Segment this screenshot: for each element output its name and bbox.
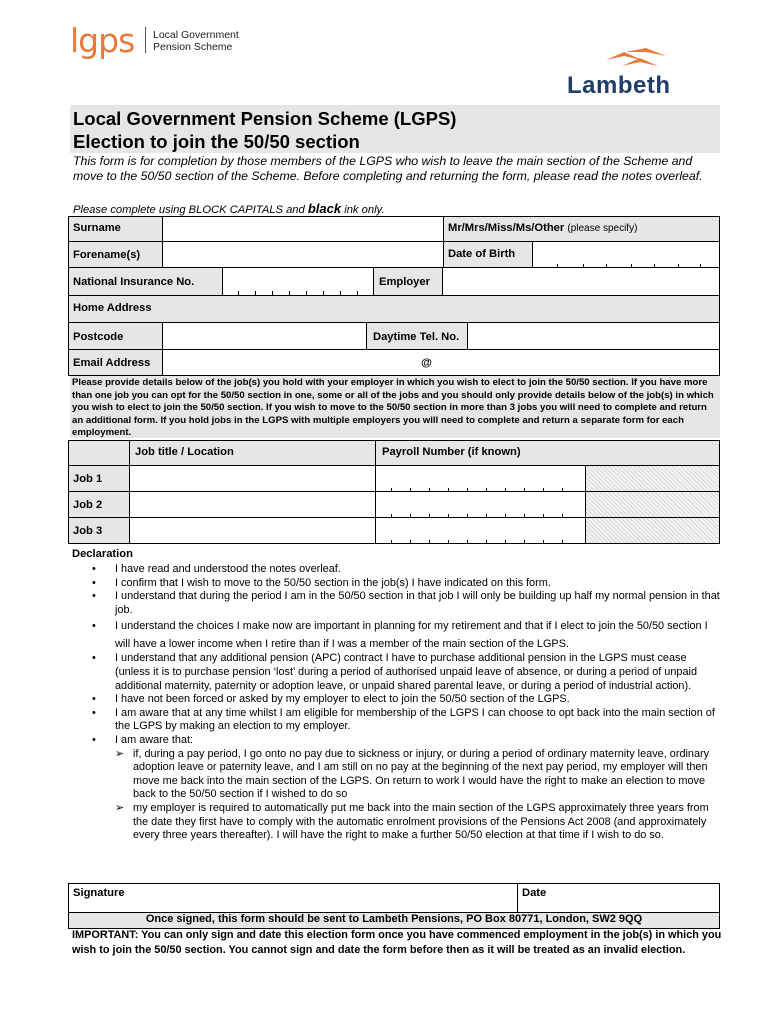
payroll-divider	[467, 540, 468, 544]
tel-label: Daytime Tel. No.	[373, 331, 460, 343]
dob-field[interactable]	[532, 241, 720, 268]
arrow-bullet-icon: ➢	[115, 801, 125, 814]
forenames-field[interactable]	[162, 241, 444, 268]
declaration-item	[92, 577, 722, 591]
bullet-icon: •	[92, 590, 96, 603]
surname-label: Surname	[73, 222, 121, 234]
job-1-payroll-field[interactable]	[375, 465, 586, 492]
email-field[interactable]	[162, 349, 720, 376]
bullet-icon: •	[92, 706, 96, 719]
declaration-text: I understand that during the period I am in the 50/50 section in that job I will only be building up half my normal pension in that job.	[115, 590, 720, 616]
title-hint: (please specify)	[567, 223, 638, 234]
declaration-text: I understand the choices I make now are important in planning for my retirement and that if I elect to join the 50/50 section I will have a lower income when I retire than if I was a member of the main section of the LGPS.	[115, 620, 708, 651]
declaration-sublist	[115, 748, 722, 843]
declaration-item	[92, 707, 722, 734]
lgps-subtitle-line1: Local Government	[153, 29, 239, 41]
declaration-text: I have not been forced or asked by my employer to elect to join the 50/50 section of the LGPS.	[115, 693, 570, 706]
send-to-address: Once signed, this form should be sent to Lambeth Pensions, PO Box 80771, London, SW2 9QQ	[145, 913, 643, 925]
payroll-divider	[562, 540, 563, 544]
declaration-text: I am aware that:	[115, 733, 194, 746]
bullet-icon: •	[92, 620, 96, 633]
job-1-label: Job 1	[73, 473, 103, 485]
job-3-hatched-cell	[585, 517, 720, 544]
declaration-subtext: if, during a pay period, I go onto no pay due to sickness or injury, or during a period of ordinary maternity leave, ordinary adoption leave or paternity leave, and I am still on no pay at the beginning of the next pay period, my employer will then move me back into the main section of the LGPS. On return to work I would have the right to make an election to move back to the 50/50 section if I wished to do so	[133, 747, 710, 801]
date-label: Date	[522, 887, 547, 899]
declaration-subitem	[115, 802, 722, 843]
payroll-divider	[448, 540, 449, 544]
declaration-text: I have read and understood the notes overleaf.	[115, 563, 341, 575]
bullet-icon: •	[92, 576, 96, 589]
job-title-header: Job title / Location	[135, 446, 234, 458]
payroll-divider	[505, 540, 506, 544]
forenames-label: Forename(s)	[73, 249, 141, 261]
lgps-logo-subtitle	[153, 29, 239, 53]
postcode-field[interactable]	[162, 322, 367, 350]
email-label: Email Address	[73, 357, 151, 369]
payroll-divider	[543, 540, 544, 544]
payroll-header: Payroll Number (if known)	[382, 446, 521, 458]
declaration-item	[92, 693, 722, 707]
job-1-title-field[interactable]	[129, 465, 376, 492]
title-line-1: Local Government Pension Scheme (LGPS)	[73, 108, 457, 129]
arrow-bullet-icon: ➢	[115, 747, 125, 760]
declaration-item	[92, 734, 722, 843]
job-1-hatched-cell	[585, 465, 720, 492]
declaration-item	[92, 563, 722, 577]
payroll-divider	[410, 540, 411, 544]
ni-label: National Insurance No.	[73, 276, 195, 288]
signature-label: Signature	[73, 887, 125, 899]
lambeth-logo-icon	[604, 46, 668, 72]
jobs-notice: Please provide details below of the job(s) you hold with your employer in which you wish to elect to join the 50/50 section. If you have more than one job you can opt for the 50/50 section in one, some or all of the jobs and you should only provide details below of the job(s) in which you wish to elect to join the 50/50 section. If you wish to move to the 50/50 section in more than 3 jobs you will need to complete and return an additional form. If you hold jobs in the LGPS with multiple employers you will need to complete and return a separate form for each employment.	[72, 377, 714, 439]
jobs-corner-cell	[68, 440, 130, 466]
job-2-hatched-cell	[585, 491, 720, 518]
instruction-post: ink only.	[341, 204, 385, 216]
ni-field[interactable]	[222, 267, 374, 296]
bullet-icon: •	[92, 693, 96, 706]
bullet-icon: •	[92, 652, 96, 665]
email-at-sign: @	[421, 357, 432, 369]
job-3-title-field[interactable]	[129, 517, 376, 544]
intro-text: This form is for completion by those members of the LGPS who wish to leave the main section of the Scheme and move to the 50/50 section of the Scheme. Before completing and returning the form, please read the notes overleaf.	[73, 154, 703, 184]
declaration-subitem	[115, 748, 722, 802]
bullet-icon: •	[92, 563, 96, 575]
declaration-item	[92, 652, 722, 693]
job-3-label: Job 3	[73, 525, 103, 537]
logo-divider	[145, 27, 146, 53]
job-2-title-field[interactable]	[129, 491, 376, 518]
bullet-icon: •	[92, 733, 96, 746]
home-address-field[interactable]	[68, 295, 720, 323]
declaration-item	[92, 617, 722, 653]
lgps-subtitle-line2: Pension Scheme	[153, 41, 233, 53]
block-capitals-instruction	[73, 201, 384, 216]
payroll-divider	[391, 540, 392, 544]
postcode-label: Postcode	[73, 331, 124, 343]
title-line-2: Election to join the 50/50 section	[73, 131, 360, 152]
dob-label: Date of Birth	[448, 248, 516, 260]
declaration-text: I confirm that I wish to move to the 50/50 section in the job(s) I have indicated on this form.	[115, 576, 551, 589]
title-label	[448, 222, 637, 234]
declaration-item	[92, 590, 722, 617]
title-label-text: Mr/Mrs/Miss/Ms/Other	[448, 222, 565, 234]
important-notice: IMPORTANT: You can only sign and date this election form once you have commenced employment in the job(s) in which you wish to join the 50/50 section. You cannot sign and date the form before then as it will be treated as an invalid election.	[72, 929, 722, 956]
declaration-subtext: my employer is required to automatically put me back into the main section of the LGPS approximately three years from the date they first have to comply with the automatic enrolment provisions of the Pensions Act 2008 (and approximately every three years thereafter). I will have the right to make a further 50/50 election at that time if I wish to do so.	[133, 801, 709, 842]
surname-field[interactable]	[162, 216, 444, 242]
signature-field[interactable]	[68, 883, 518, 913]
declaration-heading: Declaration	[72, 548, 133, 560]
declaration-list	[92, 563, 722, 843]
job-2-payroll-field[interactable]	[375, 491, 586, 518]
declaration-text: I am aware that at any time whilst I am eligible for membership of the LGPS I can choose to opt back into the main section of the LGPS by making an election to my employer.	[115, 706, 715, 733]
tel-field[interactable]	[467, 322, 720, 350]
form-title	[73, 107, 456, 153]
employer-field[interactable]	[442, 267, 720, 296]
lambeth-wordmark: Lambeth	[567, 72, 671, 99]
instruction-pre: Please complete using BLOCK CAPITALS and	[73, 204, 308, 216]
lgps-logo: lgps	[70, 21, 135, 60]
payroll-divider	[524, 540, 525, 544]
job-3-payroll-field[interactable]	[375, 517, 586, 544]
payroll-divider	[429, 540, 430, 544]
instruction-black: black	[307, 201, 342, 216]
employer-label: Employer	[379, 276, 430, 288]
job-2-label: Job 2	[73, 499, 103, 511]
payroll-divider	[486, 540, 487, 544]
date-field[interactable]	[517, 883, 720, 913]
declaration-text: I understand that any additional pension (APC) contract I have to purchase additional pension in the LGPS must cease (unless it is to purchase pension ‘lost’ during a period of authorised unpaid leave of absence, or during a period of unpaid additional maternity, paternity or adoption leave, or unpaid shared parental leave, or during a period of industrial action).	[115, 652, 698, 692]
home-address-label: Home Address	[73, 302, 152, 314]
